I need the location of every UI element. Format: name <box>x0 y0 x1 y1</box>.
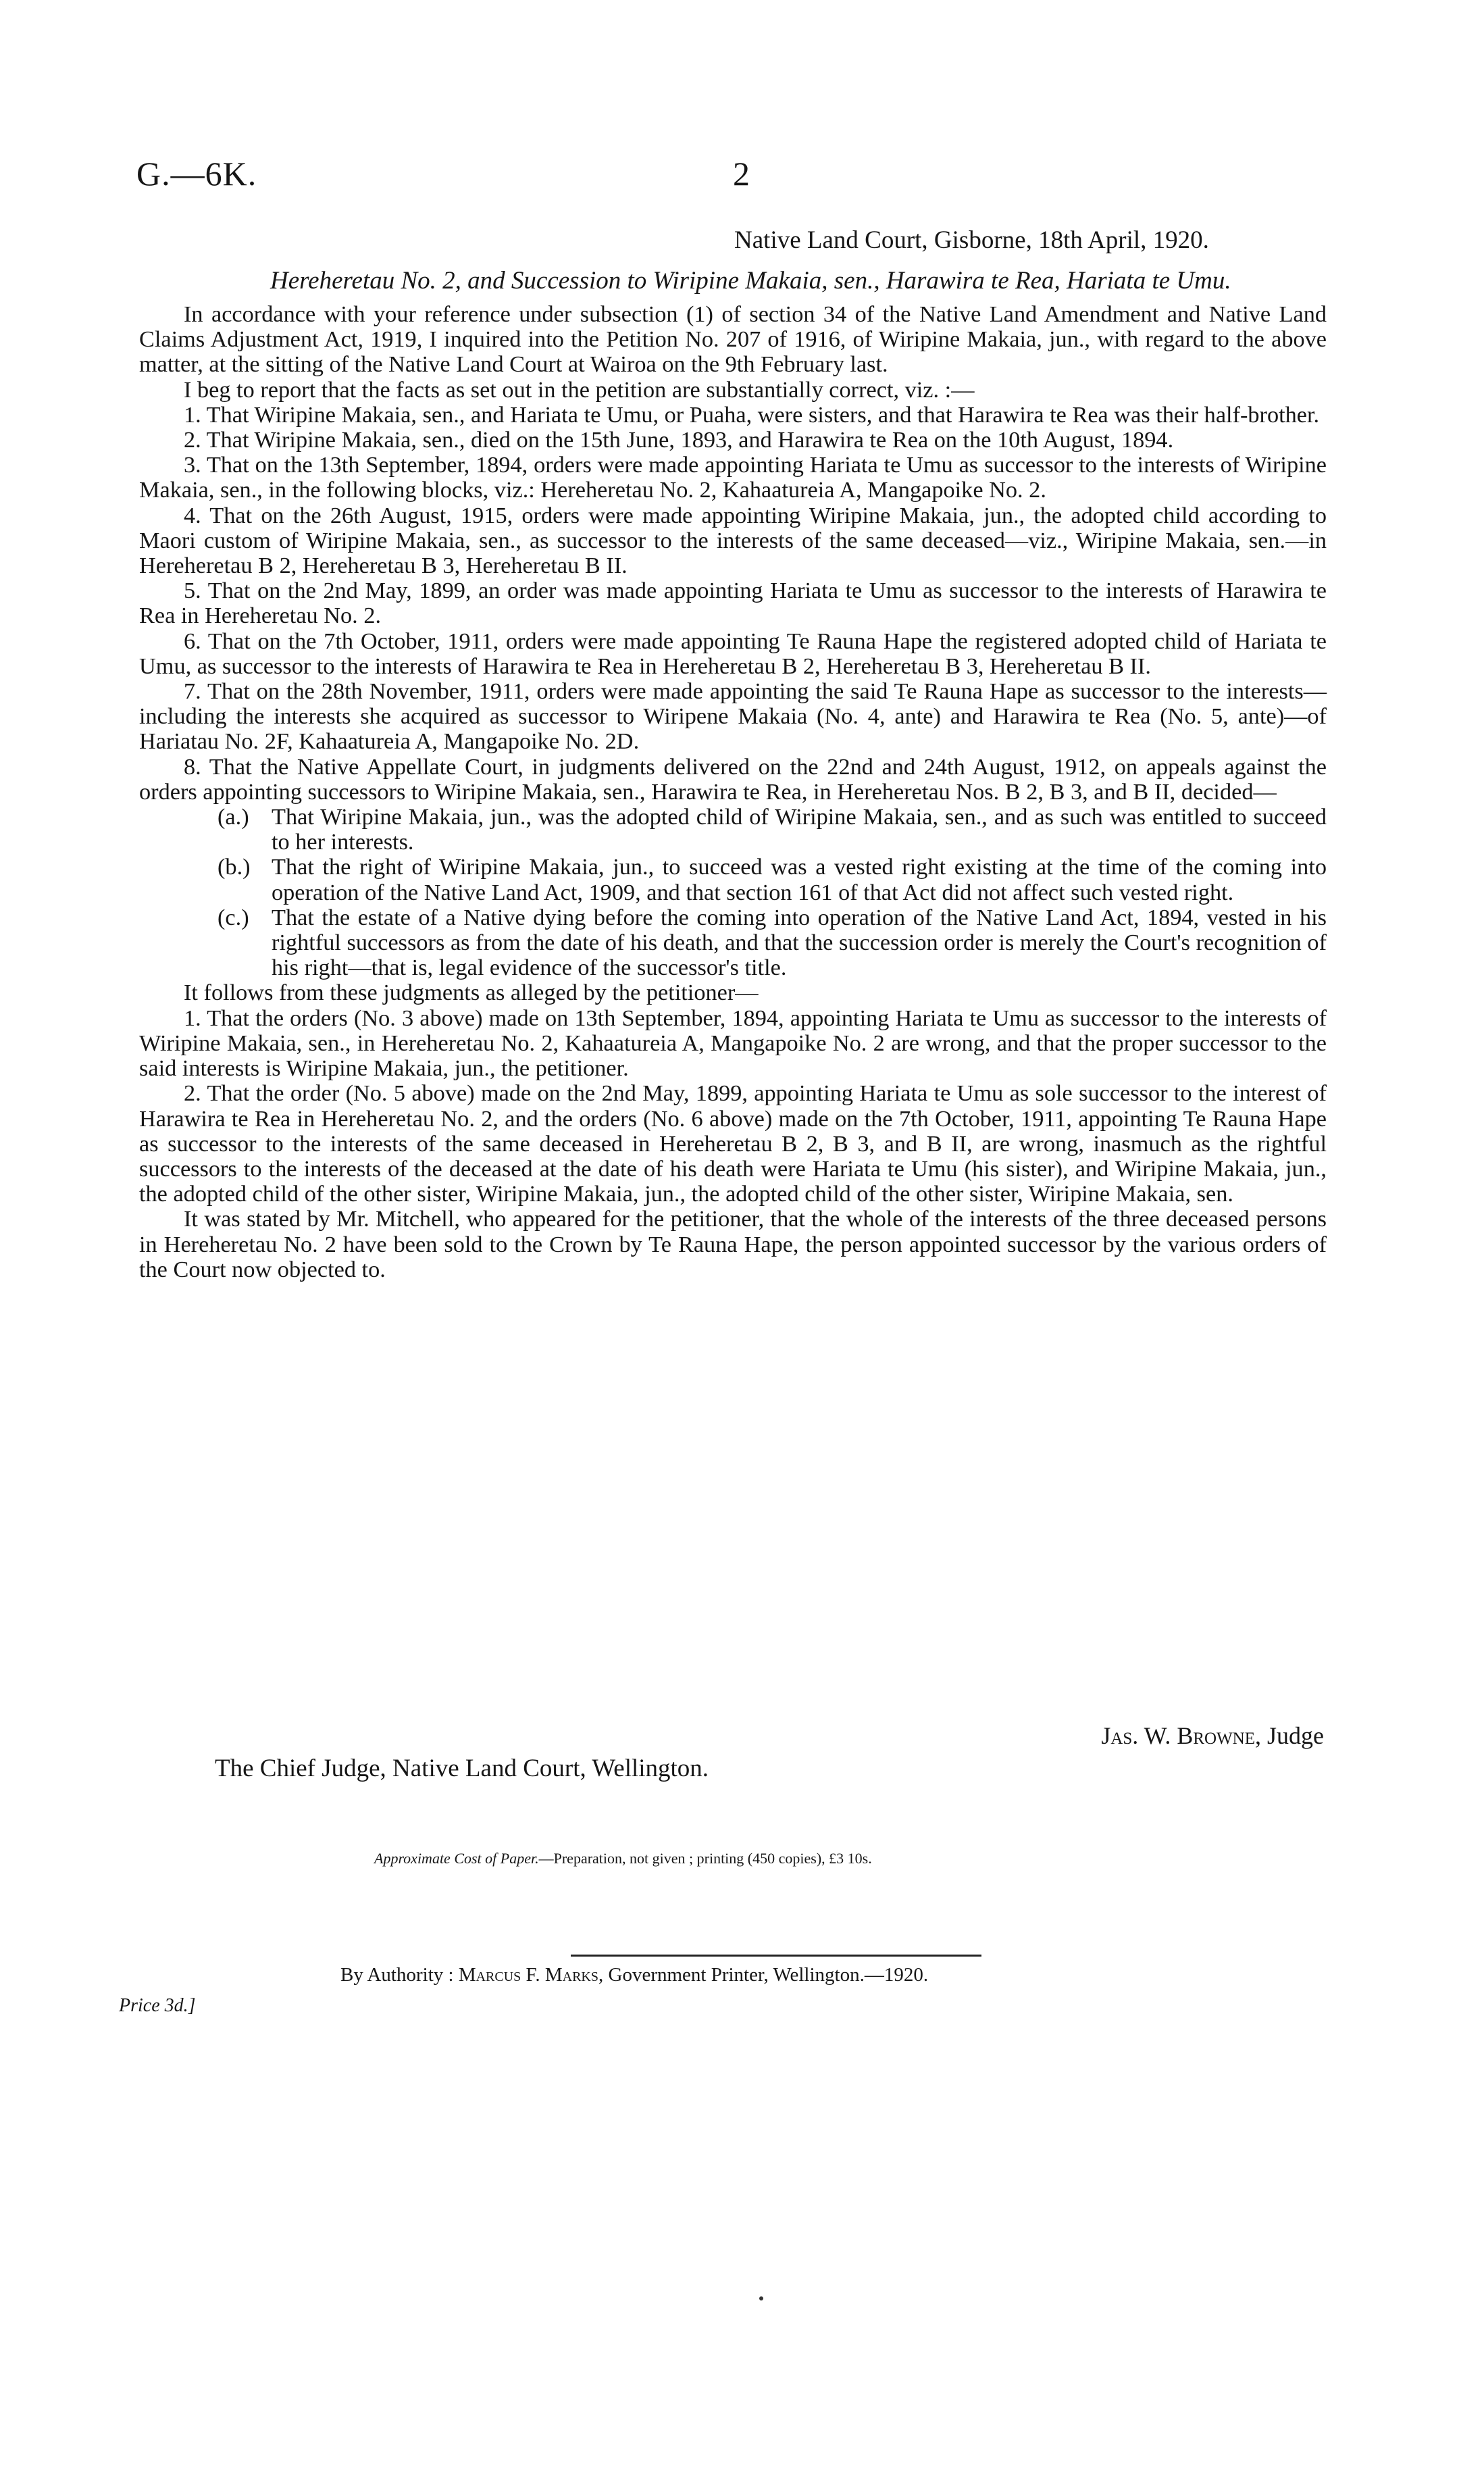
cost-label: Approximate Cost of Paper. <box>374 1850 539 1867</box>
sub-clause-b <box>218 855 1327 905</box>
fact-7: 7. That on the 28th November, 1911, orders were made appointing the said Te Rauna Hape as successor to the interests—including the interests she acquired as successor to Wiripene Makaia (No. 4, ante) and Harawira te Rea (No. 5, ante)—of Hariatau No. 2F, Kahaatureia A, Mangapoike No. 2D. <box>139 678 1327 755</box>
sub-clause-a-label: (a.) <box>218 804 249 830</box>
sub-clause-b-label: (b.) <box>218 854 251 880</box>
report-body <box>139 302 1327 1282</box>
document-code: G.—6K. <box>136 155 257 193</box>
report-heading: Hereheretau No. 2, and Succession to Wiripine Makaia, sen., Harawira te Rea, Hariata te Umu. <box>270 267 1231 295</box>
page-number: 2 <box>733 155 750 193</box>
sub-clause-a <box>218 805 1327 855</box>
fact-1: 1. That Wiripine Makaia, sen., and Hariata te Umu, or Puaha, were sisters, and that Harawira te Rea was their half-brother. <box>184 401 1320 428</box>
fact-5: 5. That on the 2nd May, 1899, an order was made appointing Hariata te Umu as successor to the interests of Harawira te Rea in Hereheretau No. 2. <box>139 578 1327 629</box>
print-speck <box>759 2296 763 2300</box>
fact-2: 2. That Wiripine Makaia, sen., died on the 15th June, 1893, and Harawira te Rea on the 10th August, 1894. <box>184 427 1174 453</box>
sub-clause-c-text: That the estate of a Native dying before the coming into operation of the Native Land Act, 1894, vested in his rightful successors as from the date of his death, and that the succession order is merely the Court's recognition of his right—that is, legal evidence of the successor's title. <box>272 904 1327 981</box>
sub-clause-c <box>218 905 1327 981</box>
printer-authority <box>340 1964 928 1986</box>
cost-line <box>374 1850 872 1867</box>
paragraph-intro: In accordance with your reference under subsection (1) of section 34 of the Native Land Amendment and Native Land Claims Adjustment Act, 1919, I inquired into the Petition No. 207 of 1916, of Wiripine Makaia, jun., with regard to the above matter, at the sitting of the Native Land Court at Wairoa on the 9th February last. <box>139 301 1327 378</box>
divider-rule <box>571 1955 981 1957</box>
signature-title: Judge <box>1267 1722 1324 1749</box>
sub-clause-c-label: (c.) <box>218 904 249 930</box>
cost-text: —Preparation, not given ; printing (450 copies), £3 10s. <box>538 1850 872 1867</box>
paragraph-mitchell: It was stated by Mr. Mitchell, who appeared for the petitioner, that the whole of the interests of the three deceased persons in Hereheretau No. 2 have been sold to the Crown by Te Rauna Hape, the person appointed successor by the various orders of the Court now objected to. <box>139 1206 1327 1282</box>
price: Price 3d.] <box>119 1995 196 2016</box>
sub-clause-a-text: That Wiripine Makaia, jun., was the adopted child of Wiripine Makaia, sen., and as such was entitled to succeed to her interests. <box>272 804 1327 855</box>
fact-3: 3. That on the 13th September, 1894, orders were made appointing Hariata te Umu as successor to the interests of Wiripine Makaia, sen., in the following blocks, viz.: Hereheretau No. 2, Kahaatureia A, Mangapoike No. 2. <box>139 452 1327 503</box>
printer-name: Marcus F. Marks <box>458 1964 598 1986</box>
fact-4: 4. That on the 26th August, 1915, orders were made appointing Wiripine Makaia, jun., the adopted child according to Maori custom of Wiripine Makaia, sen., as successor to the interests of the same deceased—viz., Wiripine Makaia, sen.—in Hereheretau B 2, Hereheretau B 3, Hereheretau B II. <box>139 502 1327 579</box>
fact-6: 6. That on the 7th October, 1911, orders were made appointing Te Rauna Hape the registered adopted child of Hariata te Umu, as successor to the interests of Harawira te Rea in Hereheretau B 2, Hereheretau B 3, Hereheretau B II. <box>139 628 1327 679</box>
paragraph-follows: It follows from these judgments as alleged by the petitioner— <box>184 980 759 1006</box>
authority-prefix: By Authority : <box>340 1964 454 1986</box>
signature: Jas. W. Browne, Judge <box>1101 1722 1324 1749</box>
paragraph-report: I beg to report that the facts as set out in the petition are substantially correct, viz. :— <box>184 376 975 403</box>
fact-8: 8. That the Native Appellate Court, in judgments delivered on the 22nd and 24th August, 1912, on appeals against the orders appointing successors to Wiripine Makaia, sen., Harawira te Rea, in Hereheretau Nos. B 2, B 3, and B II, decided— <box>139 753 1327 805</box>
sub-clause-b-text: That the right of Wiripine Makaia, jun., to succeed was a vested right existing at the time of the coming into operation of the Native Land Act, 1909, and that section 161 of that Act did not affect such vested right. <box>272 854 1327 905</box>
dateline: Native Land Court, Gisborne, 18th April, 1920. <box>734 226 1209 254</box>
authority-suffix: , Government Printer, Wellington.—1920. <box>598 1964 929 1986</box>
conclusion-1: 1. That the orders (No. 3 above) made on 13th September, 1894, appointing Hariata te Umu as successor to the interests of Wiripine Makaia, sen., in Hereheretau No. 2, Kahaatureia A, Mangapoike No. 2 are wrong, and that the proper successor to the said interests is Wiripine Makaia, jun., the petitioner. <box>139 1005 1327 1082</box>
addressee: The Chief Judge, Native Land Court, Wellington. <box>215 1755 709 1782</box>
conclusion-2: 2. That the order (No. 5 above) made on the 2nd May, 1899, appointing Hariata te Umu as sole successor to the interest of Harawira te Rea in Hereheretau No. 2, and the orders (No. 6 above) made on the 7th October, 1911, appointing Te Rauna Hape as successor to the interests of the same deceased in Hereheretau B 2, B 3, and B II, are wrong, inasmuch as the rightful successors to the interests of the deceased at the date of his death were Hariata te Umu (his sister), and Wiripine Makaia, jun., the adopted child of the other sister, Wiripine Makaia, jun., the adopted child of the other sister, Wiripine Makaia, sen. <box>139 1080 1327 1207</box>
signature-name: Jas. W. Browne <box>1101 1722 1255 1749</box>
